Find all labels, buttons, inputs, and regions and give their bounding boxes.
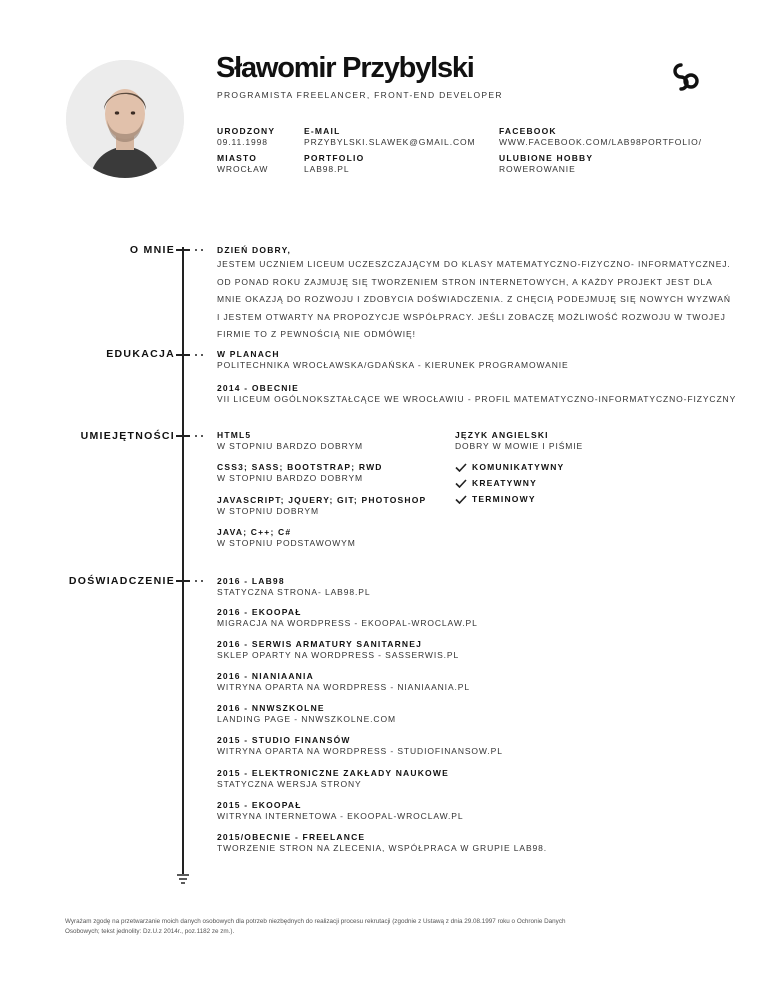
skill-value: W STOPNIU DOBRYM: [217, 506, 319, 516]
experience-label: 2015 - ELEKTRONICZNE ZAKŁADY NAUKOWE: [217, 768, 449, 778]
about-paragraph: [217, 256, 731, 344]
timeline-dot: [195, 580, 197, 582]
skill-item: [217, 462, 383, 484]
experience-value: SKLEP OPARTY NA WORDPRESS - SASSERWIS.PL: [217, 650, 460, 660]
timeline-end-icon: [175, 868, 191, 888]
skill-item: [217, 430, 363, 452]
contact-portfolio: [304, 153, 364, 175]
soft-skill-label: TERMINOWY: [472, 494, 536, 504]
consent-line: Wyrażam zgodę na przetwarzanie moich danych osobowych dla potrzeb niezbędnych do realizacji procesu rekrutacji (zgodnie z Ustawą z dnia 29.08.1997 roku o Ochronie Danych: [65, 918, 566, 925]
timeline-tick: [176, 435, 190, 437]
education-value: VII LICEUM OGÓLNOKSZTAŁCĄCE WE WROCŁAWIU - PROFIL MATEMATYCZNO-INFORMATYCZNO-FIZYCZNY: [217, 394, 737, 404]
soft-skill-item: [455, 462, 564, 473]
language-item: [455, 430, 583, 452]
contact-label: PORTFOLIO: [304, 153, 365, 163]
contact-born: [217, 126, 275, 148]
skill-label: HTML5: [217, 430, 252, 440]
experience-value: TWORZENIE STRON NA ZLECENIA, WSPÓŁPRACA W GRUPIE LAB98.: [217, 843, 548, 853]
experience-item: [217, 639, 459, 661]
soft-skill-item: [455, 478, 537, 489]
timeline-tick: [176, 354, 190, 356]
timeline-dot: [201, 354, 203, 356]
education-item: [217, 349, 569, 371]
section-title-education: EDUKACJA: [106, 348, 175, 360]
experience-item: [217, 671, 470, 693]
experience-item: [217, 832, 547, 854]
profile-photo: [66, 60, 184, 178]
sp-monogram-icon: [667, 60, 703, 96]
timeline-tick: [176, 580, 190, 582]
checkmark-icon: [455, 479, 467, 488]
checkmark-icon: [455, 463, 467, 472]
contact-label: MIASTO: [217, 153, 258, 163]
experience-value: MIGRACJA NA WORDPRESS - EKOOPAL-WROCLAW.PL: [217, 618, 478, 628]
contact-label: E-MAIL: [304, 126, 341, 136]
experience-label: 2016 - SERWIS ARMATURY SANITARNEJ: [217, 639, 423, 649]
contact-value[interactable]: LAB98.PL: [304, 164, 350, 174]
contact-value: ROWEROWANIE: [499, 164, 576, 174]
contact-email: [304, 126, 475, 148]
about-line: I JESTEM OTWARTY NA PROPOZYCJE WSPÓŁPRACY. JEŚLI ZOBACZĘ MOŻLIWOŚĆ ROZWOJU W TWOJEJ: [217, 311, 726, 322]
experience-value: WITRYNA OPARTA NA WORDPRESS - NIANIAANIA.PL: [217, 682, 470, 692]
about-greeting: DZIEŃ DOBRY,: [217, 245, 292, 255]
contact-label: ULUBIONE HOBBY: [499, 153, 594, 163]
soft-skill-label: KREATYWNY: [472, 478, 537, 488]
experience-item: [217, 768, 449, 790]
section-title-about: O MNIE: [129, 244, 175, 256]
timeline-dot: [201, 435, 203, 437]
experience-value: STATYCZNA STRONA- LAB98.PL: [217, 587, 371, 597]
timeline-dot: [195, 435, 197, 437]
experience-label: 2016 - NIANIAANIA: [217, 671, 314, 681]
skill-label: JAVASCRIPT; JQUERY; GIT; PHOTOSHOP: [217, 495, 427, 505]
skill-item: [217, 527, 356, 549]
contact-value: WROCŁAW: [217, 164, 269, 174]
language-label: JĘZYK ANGIELSKI: [455, 430, 549, 440]
about-line: FIRMIE TO Z PEWNOŚCIĄ NIE ODMÓWIĘ!: [217, 329, 416, 339]
contact-value[interactable]: WWW.FACEBOOK.COM/LAB98PORTFOLIO/: [499, 137, 702, 147]
contact-hobby: [499, 153, 593, 175]
contact-label: URODZONY: [217, 126, 276, 136]
contact-value[interactable]: PRZYBYLSKI.SLAWEK@GMAIL.COM: [304, 137, 476, 147]
soft-skill-item: [455, 494, 536, 505]
contact-label: FACEBOOK: [499, 126, 557, 136]
section-title-skills: UMIEJĘTNOŚCI: [80, 430, 175, 442]
checkmark-icon: [455, 495, 467, 504]
experience-label: 2015 - EKOOPAŁ: [217, 800, 302, 810]
experience-label: 2015 - STUDIO FINANSÓW: [217, 735, 351, 745]
education-value: POLITECHNIKA WROCŁAWSKA/GDAŃSKA - KIERUNEK PROGRAMOWANIE: [217, 360, 569, 370]
experience-label: 2015/OBECNIE - FREELANCE: [217, 832, 366, 842]
skill-label: CSS3; SASS; BOOTSTRAP; RWD: [217, 462, 383, 472]
timeline-dot: [195, 354, 197, 356]
timeline-dot: [201, 580, 203, 582]
skill-label: JAVA; C++; C#: [217, 527, 292, 537]
about-line: JESTEM UCZNIEM LICEUM UCZESZCZAJĄCYM DO KLASY MATEMATYCZNO-FIZYCZNO- INFORMATYCZNEJ.: [217, 259, 731, 269]
about-line: OD PONAD ROKU ZAJMUJĘ SIĘ TWORZENIEM STRON INTERNETOWYCH, A KAŻDY PROJEKT JEST DLA: [217, 276, 713, 287]
experience-value: WITRYNA OPARTA NA WORDPRESS - STUDIOFINANSOW.PL: [217, 746, 503, 756]
education-label: 2014 - OBECNIE: [217, 383, 299, 393]
section-title-experience: DOŚWIADCZENIE: [68, 575, 175, 587]
experience-item: [217, 576, 370, 598]
skill-item: [217, 495, 426, 517]
skill-value: W STOPNIU BARDZO DOBRYM: [217, 473, 364, 483]
soft-skill-label: KOMUNIKATYWNY: [472, 462, 565, 472]
experience-value: LANDING PAGE - NNWSZKOLNE.COM: [217, 714, 396, 724]
timeline-tick: [176, 249, 190, 251]
education-item: [217, 383, 736, 405]
contact-value: 09.11.1998: [217, 137, 268, 147]
about-line: MNIE OKAZJĄ DO ROZWOJU I ZDOBYCIA DOŚWIADCZENIA. Z CHĘCIĄ PODEJMUJĘ SIĘ NOWYCH WYZWAŃ: [217, 294, 731, 304]
timeline-dot: [195, 249, 197, 251]
experience-value: STATYCZNA WERSJA STRONY: [217, 779, 362, 789]
language-value: DOBRY W MOWIE I PIŚMIE: [455, 441, 584, 451]
experience-label: 2016 - EKOOPAŁ: [217, 607, 302, 617]
consent-clause: [65, 917, 705, 937]
experience-item: [217, 607, 478, 629]
experience-item: [217, 800, 463, 822]
experience-label: 2016 - NNWSZKOLNE: [217, 703, 325, 713]
person-name: Sławomir Przybylski: [216, 52, 474, 84]
experience-item: [217, 735, 503, 757]
timeline-dot: [201, 249, 203, 251]
education-label: W PLANACH: [217, 349, 280, 359]
consent-line: Osobowych; tekst jednolity: Dz.U.z 2014r., poz.1182 ze zm.).: [65, 928, 235, 935]
contact-facebook: [499, 126, 702, 148]
skill-value: W STOPNIU PODSTAWOWYM: [217, 538, 356, 548]
experience-value: WITRYNA INTERNETOWA - EKOOPAL-WROCLAW.PL: [217, 811, 464, 821]
contact-city: [217, 153, 268, 175]
skill-value: W STOPNIU BARDZO DOBRYM: [217, 441, 364, 451]
timeline-line: [182, 247, 184, 871]
experience-item: [217, 703, 396, 725]
job-title: PROGRAMISTA FREELANCER, FRONT-END DEVELOPER: [217, 90, 503, 100]
experience-label: 2016 - LAB98: [217, 576, 285, 586]
